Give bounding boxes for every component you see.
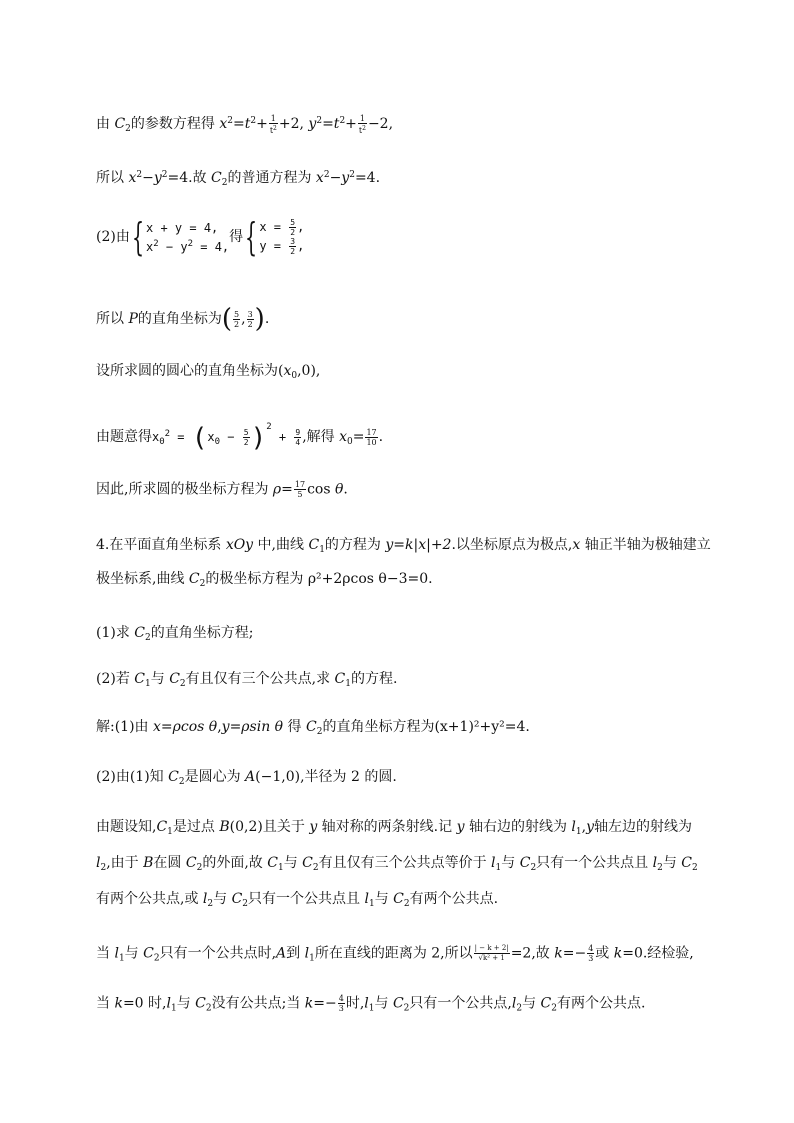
subscript: 0 (291, 371, 298, 381)
var-y: y (586, 819, 595, 835)
subscript: 1 (368, 1003, 375, 1014)
var-c: C (267, 855, 278, 871)
text: 到 (286, 945, 305, 962)
var-l: l (491, 855, 496, 871)
text: 与 (501, 855, 520, 871)
subscript: 1 (495, 863, 502, 873)
superscript: 2 (136, 170, 143, 180)
subscript: 1 (575, 827, 582, 837)
var-y: y (456, 819, 465, 835)
plus: + (271, 430, 294, 444)
var-l: l (304, 945, 310, 962)
text: 的直角坐标方程; (150, 625, 254, 641)
var-l: l (652, 855, 658, 871)
sol-row (259, 237, 304, 256)
superscript: 2 (164, 429, 171, 439)
text: ,0), (297, 363, 321, 379)
text: ,解得 (302, 429, 340, 445)
right-paren-icon: ) (254, 304, 265, 334)
var-k: k (304, 995, 314, 1012)
text: 故 (192, 170, 212, 186)
var-y: −y (142, 170, 162, 186)
text: = (352, 429, 365, 445)
text: . (343, 481, 348, 498)
var-c: C (334, 671, 346, 687)
text: (0,2) (229, 819, 263, 835)
superscript: 2 (187, 238, 194, 249)
text: 的外面,故 (202, 855, 268, 871)
denominator: 2 (290, 228, 296, 237)
sol-part: , (297, 239, 305, 253)
var-a: A (276, 945, 287, 962)
var-xoy: xOy (225, 537, 254, 553)
subscript: 1 (277, 863, 284, 873)
text: 与 (213, 891, 232, 907)
var-l: l (114, 945, 119, 962)
equation: (x+1)²+y²=4. (434, 719, 530, 735)
denominator: 2 (243, 438, 249, 447)
subscript: 1 (319, 545, 325, 555)
numerator: | − k + 2| (474, 944, 509, 952)
text: 没有公共点;当 (211, 995, 305, 1012)
text: 的方程为 (324, 537, 386, 553)
fraction (289, 218, 296, 237)
subscript: 1 (345, 679, 351, 689)
text: 的普通方程为 (227, 170, 316, 186)
text: =4. (354, 170, 381, 186)
text: 解:(1)由 (96, 719, 153, 735)
var-c: C (392, 995, 404, 1012)
fraction (247, 310, 254, 329)
var-c: C (168, 769, 179, 785)
numerator: 5 (243, 428, 249, 437)
var-c: C (306, 719, 317, 735)
denominator: 10 (366, 437, 377, 447)
var-x: x (315, 170, 324, 186)
fraction (365, 428, 377, 447)
subscript: 2 (207, 899, 214, 909)
text: cos (307, 481, 335, 498)
text: 当 (96, 945, 115, 962)
plus: + (345, 116, 357, 132)
text-line-6 (96, 418, 704, 451)
text-line-13 (96, 768, 704, 791)
subscript: 0 (159, 437, 165, 447)
text-line-15 (96, 854, 704, 877)
expr: =t (322, 116, 340, 132)
eq-part: − y (158, 239, 188, 254)
numerator: 3 (247, 309, 253, 319)
var-c: C (143, 945, 154, 962)
text-line-9 (96, 570, 704, 593)
eq-part: = 4, (193, 239, 230, 254)
text: 与 (150, 671, 170, 687)
numerator: 17 (294, 480, 306, 489)
fraction (289, 237, 296, 256)
text: (2)由 (96, 229, 130, 245)
var-l: l (166, 995, 171, 1012)
var-x: x (219, 116, 228, 132)
subscript: 2 (516, 1003, 523, 1014)
fraction (243, 428, 250, 447)
text: 轴右边的射线为 (464, 819, 572, 835)
text: =2,故 (510, 945, 555, 962)
den-sup: 2 (273, 124, 277, 132)
numerator: 4 (588, 944, 594, 953)
subscript: 2 (403, 899, 410, 909)
subscript: 2 (205, 1003, 212, 1014)
text: +2, (278, 116, 304, 132)
var-c: C (211, 170, 222, 186)
subscript: 1 (167, 827, 173, 837)
var-b: B (143, 855, 154, 871)
var-k: k (613, 945, 623, 962)
left-paren-icon: ( (191, 422, 208, 453)
subscript: 0 (214, 437, 221, 447)
var-rho: ρ (272, 481, 282, 498)
denominator: 3 (338, 1004, 344, 1013)
equation: x=ρcos θ (153, 719, 218, 735)
text: −2, (367, 116, 394, 132)
minus: − (220, 430, 242, 444)
var-y: y (308, 116, 317, 132)
var-c: C (302, 855, 313, 871)
subscript: 2 (242, 899, 249, 909)
var-c: C (308, 537, 320, 553)
numerator: 5 (290, 218, 296, 227)
subscript: 2 (403, 1003, 410, 1014)
subscript: 2 (178, 777, 185, 787)
plus: + (256, 116, 268, 132)
subscript: 2 (316, 727, 323, 737)
text: 且关于 (262, 819, 310, 835)
text-line-4 (96, 306, 704, 332)
text: 轴对称的两条射线.记 (317, 819, 457, 835)
numerator: 1 (270, 113, 276, 123)
var-a: A (245, 769, 256, 785)
fraction (587, 944, 594, 963)
text: (2)由(1)知 (96, 769, 169, 785)
text: 或 (595, 945, 614, 962)
subscript: 2 (145, 633, 151, 643)
var-c: C (393, 891, 404, 907)
text-line-5 (96, 362, 704, 385)
text: 在圆 (153, 855, 186, 871)
var-c: C (185, 855, 197, 871)
text-line-10 (96, 624, 704, 647)
superscript: 2 (266, 422, 272, 432)
sol-part: x = (259, 220, 289, 234)
text: 4.在平面直角坐标系 (96, 537, 226, 553)
eq-part: x (146, 239, 154, 254)
text-line-16 (96, 890, 704, 913)
equation (152, 422, 302, 453)
den-sup: 2 (362, 124, 366, 132)
var-x: x (128, 170, 137, 186)
numerator: 1 (359, 113, 365, 123)
text: =4. (167, 170, 193, 186)
numerator: 5 (234, 309, 240, 319)
denominator: √k² + 1 (478, 954, 505, 962)
var-x: x (339, 429, 347, 445)
text: , (241, 311, 246, 327)
sol-part: , (297, 220, 305, 234)
eq: = (170, 430, 192, 444)
var-l: l (364, 995, 369, 1012)
var-c: C (156, 819, 168, 835)
expr: =t (233, 116, 251, 132)
text: 只有一个公共点, (409, 995, 512, 1012)
solution-system (259, 218, 304, 256)
text: 有两个公共点. (409, 891, 499, 907)
text-line-2 (96, 166, 704, 192)
fraction (294, 480, 306, 499)
right-paren-icon: ) (250, 422, 267, 453)
var-l: l (96, 855, 101, 871)
var-p: P (128, 311, 138, 327)
subscript: 1 (118, 953, 125, 964)
equation: y=k|x|+2 (385, 537, 452, 553)
text: 得 (229, 229, 244, 245)
superscript: 2 (339, 116, 346, 126)
var-c: C (519, 855, 531, 871)
fraction (474, 944, 510, 963)
fraction (269, 114, 278, 135)
text: 有且仅有三个公共点等价于 (318, 855, 492, 871)
var-c: C (195, 995, 206, 1012)
var-c: C (114, 116, 126, 132)
fraction (338, 994, 345, 1013)
text: , (217, 719, 222, 735)
text: 由 (96, 116, 115, 132)
var-x: x (207, 430, 215, 444)
left-brace-icon: { (245, 215, 258, 259)
var-c: C (134, 625, 145, 641)
text: 得 (283, 719, 306, 735)
var-c: C (540, 995, 552, 1012)
numerator: 17 (366, 427, 377, 437)
var-b: B (219, 819, 230, 835)
subscript: 2 (692, 863, 698, 873)
var-x: x (152, 430, 160, 444)
text: .以坐标原点为极点, (451, 537, 573, 553)
subscript: 2 (196, 863, 203, 873)
var-c: C (169, 671, 180, 687)
superscript: 2 (349, 170, 355, 180)
numerator: 3 (290, 237, 296, 246)
text: 与 (176, 995, 196, 1012)
subscript: 2 (312, 863, 319, 873)
text: 有两个公共点,或 (96, 891, 203, 907)
superscript: 2 (153, 238, 159, 249)
denominator (358, 124, 367, 135)
text-line-3 (96, 215, 704, 262)
text: = (281, 481, 293, 498)
text: 的参数方程得 (130, 116, 220, 132)
superscript: 2 (250, 116, 257, 126)
text: 有且仅有三个公共点,求 (185, 671, 335, 687)
text: 中,曲线 (253, 537, 309, 553)
text: 只有一个公共点且 (536, 855, 653, 871)
text: 与 (662, 855, 682, 871)
subscript: 2 (153, 953, 160, 964)
superscript: 2 (227, 116, 233, 126)
text-line-7 (96, 480, 704, 499)
text: 是圆心为 (184, 769, 246, 785)
text: 由题意得 (96, 429, 152, 445)
var-theta: θ (334, 481, 344, 498)
superscript: 2 (161, 170, 168, 180)
denominator: 2 (234, 319, 240, 329)
superscript: 2 (323, 170, 330, 180)
text-line-11 (96, 670, 704, 693)
text-line-8 (96, 536, 711, 559)
fraction (294, 428, 301, 447)
denominator: 2 (247, 319, 253, 329)
fraction (358, 114, 367, 135)
text-line-12 (96, 718, 704, 741)
numerator: 4 (338, 994, 344, 1003)
text: =− (562, 945, 587, 962)
text: 与 (283, 855, 303, 871)
text: 与 (124, 945, 144, 962)
var-x: x (283, 363, 292, 379)
text: 与 (374, 891, 394, 907)
numerator: 9 (295, 428, 301, 437)
superscript: 2 (316, 116, 323, 126)
den-base: t (358, 125, 363, 135)
var-k: k (114, 995, 123, 1012)
text: 轴正半轴为极轴建立 (580, 537, 711, 553)
subscript: 2 (125, 124, 131, 134)
text: 与 (374, 995, 393, 1012)
text: 的极坐标方程为 (205, 571, 308, 587)
text: 所以 (96, 311, 129, 327)
text-line-1 (96, 112, 704, 138)
text-line-17 (96, 944, 704, 968)
denominator: 3 (588, 954, 594, 963)
subscript: 2 (657, 863, 663, 873)
left-paren-icon: ( (221, 304, 233, 334)
text: 与 (522, 995, 541, 1012)
subscript: 1 (309, 953, 315, 964)
subscript: 2 (551, 1003, 557, 1014)
den-base: t (269, 125, 274, 135)
eq-row: x + y = 4, (146, 220, 219, 235)
equation: y=ρsin θ (221, 719, 284, 735)
var-k: k (554, 945, 563, 962)
subscript: 2 (100, 863, 107, 873)
text: (1)求 (96, 625, 135, 641)
var-l: l (511, 995, 517, 1012)
text: 所以 (96, 170, 129, 186)
text: 只有一个公共点且 (248, 891, 365, 907)
text: 设所求圆的圆心的直角坐标为( (96, 363, 284, 379)
var-x: x (572, 537, 581, 553)
text: 当 (96, 995, 115, 1012)
text-line-14 (96, 818, 704, 841)
equation-system (146, 220, 229, 255)
text: 轴左边的射线为 (594, 819, 693, 835)
text: (2)若 (96, 671, 135, 687)
equation: ρ²+2ρcos θ−3=0. (307, 571, 433, 587)
subscript: 1 (145, 679, 151, 689)
var-y: y (309, 819, 318, 835)
text: =0 时, (122, 995, 167, 1012)
text: 只有一个公共点时, (159, 945, 277, 962)
text: . (264, 311, 270, 327)
denominator (269, 124, 278, 135)
subscript: 2 (221, 178, 228, 188)
text: , (581, 819, 587, 835)
text: ,由于 (106, 855, 144, 871)
text: 是过点 (172, 819, 220, 835)
text: =0.经检验, (622, 945, 694, 962)
subscript: 0 (347, 437, 353, 447)
text: 的直角坐标为 (137, 311, 222, 327)
denominator: 5 (297, 490, 303, 499)
left-brace-icon: { (131, 215, 144, 259)
text: 由题设知, (96, 819, 157, 835)
text: 时, (345, 995, 365, 1012)
var-y: −y (329, 170, 350, 186)
text: . (378, 429, 384, 445)
text: (−1,0),半径为 2 的圆. (255, 769, 397, 785)
sol-row (259, 218, 304, 237)
subscript: 2 (179, 679, 186, 689)
var-l: l (202, 891, 208, 907)
text: =− (313, 995, 337, 1012)
subscript: 2 (199, 579, 206, 589)
eq-row (146, 236, 229, 255)
var-l: l (364, 891, 369, 907)
var-c: C (188, 571, 200, 587)
text: 的方程. (351, 671, 398, 687)
denominator: 2 (290, 247, 296, 256)
text: 的直角坐标方程为 (322, 719, 435, 735)
text: 有两个公共点. (556, 995, 646, 1012)
text: 因此,所求圆的极坐标方程为 (96, 481, 273, 498)
var-c: C (134, 671, 145, 687)
subscript: 1 (170, 1003, 177, 1014)
var-c: C (681, 855, 693, 871)
var-l: l (571, 819, 576, 835)
text: 所在直线的距离为 2,所以 (314, 945, 473, 962)
fraction (233, 310, 240, 329)
text-line-18 (96, 994, 704, 1018)
sol-part: y = (259, 239, 289, 253)
subscript: 1 (368, 899, 375, 909)
var-c: C (231, 891, 243, 907)
subscript: 2 (530, 863, 537, 873)
text: 极坐标系,曲线 (96, 571, 189, 587)
denominator: 4 (295, 438, 301, 447)
